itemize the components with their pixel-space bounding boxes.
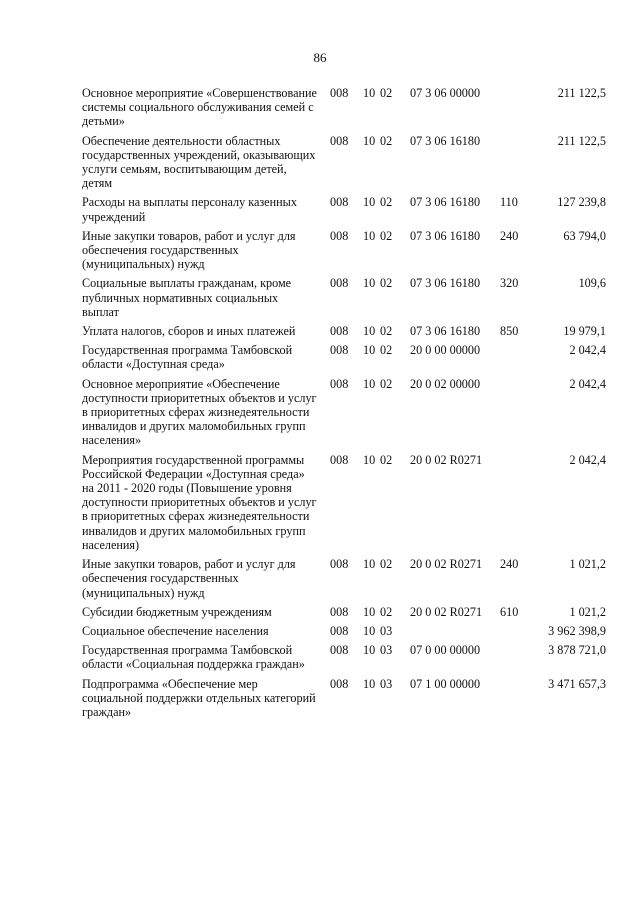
expense-type: 240 — [500, 557, 519, 572]
page-number: 86 — [313, 50, 327, 65]
subsection-code: 02 — [380, 133, 393, 148]
subsection-code: 02 — [380, 228, 393, 243]
expense-type: 110 — [500, 195, 518, 210]
row-name: Иные закупки товаров, работ и услуг для обеспечения государственных (муниципальных) нужд — [82, 557, 296, 600]
section-code: 10 — [363, 276, 376, 291]
row-name: Расходы на выплаты персоналу казенных учреждений — [82, 195, 297, 224]
section-code: 10 — [363, 86, 376, 100]
subsection-code: 03 — [380, 676, 393, 691]
section-code: 10 — [363, 604, 376, 619]
row-name: Государственная программа Тамбовской области «Доступная среда» — [82, 343, 293, 372]
target-article: 20 0 02 R0271 — [410, 604, 483, 619]
ministry-code: 008 — [330, 604, 349, 619]
target-article: 07 0 00 00000 — [410, 643, 481, 658]
subsection-code: 02 — [380, 343, 393, 358]
table-row — [0, 624, 640, 638]
row-name: Основное мероприятие «Совершенствование системы социального обслуживания семей с детьми» — [82, 86, 317, 129]
ministry-code: 008 — [330, 228, 349, 243]
table-row — [0, 643, 640, 671]
ministry-code: 008 — [330, 195, 349, 210]
section-code: 10 — [363, 676, 376, 691]
table-row — [0, 195, 640, 223]
section-code: 10 — [363, 643, 376, 658]
ministry-code: 008 — [330, 324, 349, 339]
amount: 211 122,5 — [557, 133, 606, 148]
expense-type: 240 — [500, 228, 519, 243]
subsection-code: 02 — [380, 86, 393, 100]
amount: 3 962 398,9 — [548, 623, 606, 638]
target-article: 20 0 02 R0271 — [410, 557, 483, 572]
target-article: 20 0 00 00000 — [410, 343, 481, 358]
row-name: Субсидии бюджетным учреждениям — [82, 604, 272, 619]
ministry-code: 008 — [330, 276, 349, 291]
expense-type: 610 — [500, 604, 519, 619]
table-row — [0, 86, 640, 129]
subsection-code: 02 — [380, 452, 393, 467]
subsection-code: 02 — [380, 276, 393, 291]
subsection-code: 03 — [380, 623, 393, 638]
row-name: Уплата налогов, сборов и иных платежей — [82, 324, 296, 339]
target-article: 07 3 06 16180 — [410, 133, 481, 148]
table-row — [0, 343, 640, 371]
ministry-code: 008 — [330, 623, 349, 638]
section-code: 10 — [363, 324, 376, 339]
section-code: 10 — [363, 623, 376, 638]
ministry-code: 008 — [330, 86, 349, 100]
table-row — [0, 605, 640, 619]
row-name: Подпрограмма «Обеспечение мер социальной поддержки отдельных категорий граждан» — [82, 676, 316, 719]
table-row — [0, 324, 640, 338]
amount: 109,6 — [578, 276, 606, 291]
table-row — [0, 453, 640, 552]
section-code: 10 — [363, 133, 376, 148]
ministry-code: 008 — [330, 676, 349, 691]
section-code: 10 — [363, 195, 376, 210]
subsection-code: 02 — [380, 376, 393, 391]
section-code: 10 — [363, 376, 376, 391]
table-row — [0, 134, 640, 191]
amount: 2 042,4 — [569, 343, 606, 358]
target-article: 07 3 06 16180 — [410, 195, 481, 210]
amount: 127 239,8 — [557, 195, 606, 210]
row-name: Государственная программа Тамбовской области «Социальная поддержка граждан» — [82, 643, 305, 672]
row-name: Основное мероприятие «Обеспечение доступности приоритетных объектов и услуг в приоритетных сферах жизнедеятельности инвалидов и других маломобильных групп населения» — [82, 376, 317, 448]
row-name: Социальное обеспечение населения — [82, 623, 269, 638]
section-code: 10 — [363, 557, 376, 572]
ministry-code: 008 — [330, 133, 349, 148]
expense-type: 850 — [500, 324, 519, 339]
ministry-code: 008 — [330, 376, 349, 391]
row-name: Мероприятия государственной программы Российской Федерации «Доступная среда» на 2011 - 2020 годы (Повышение уровня доступности приоритетных объектов и услуг в приоритетных сферах жизнедеятельности инвалидов и других маломобильных групп населения) — [82, 452, 317, 552]
target-article: 07 3 06 16180 — [410, 276, 481, 291]
target-article: 07 3 06 16180 — [410, 324, 481, 339]
amount: 2 042,4 — [569, 376, 606, 391]
table-row — [0, 557, 640, 600]
ministry-code: 008 — [330, 343, 349, 358]
amount: 1 021,2 — [569, 604, 606, 619]
section-code: 10 — [363, 452, 376, 467]
amount: 3 471 657,3 — [548, 676, 606, 691]
target-article: 07 3 06 16180 — [410, 228, 481, 243]
amount: 211 122,5 — [557, 86, 606, 100]
table-row — [0, 677, 640, 720]
expense-type: 320 — [500, 276, 519, 291]
ministry-code: 008 — [330, 643, 349, 658]
table-row — [0, 229, 640, 272]
subsection-code: 03 — [380, 643, 393, 658]
section-code: 10 — [363, 228, 376, 243]
amount: 19 979,1 — [563, 324, 606, 339]
row-name: Иные закупки товаров, работ и услуг для обеспечения государственных (муниципальных) нужд — [82, 228, 296, 272]
amount: 3 878 721,0 — [548, 643, 606, 658]
budget-table — [0, 86, 640, 724]
amount: 63 794,0 — [563, 228, 606, 243]
target-article: 07 3 06 00000 — [410, 86, 481, 100]
subsection-code: 02 — [380, 324, 393, 339]
row-name: Обеспечение деятельности областных государственных учреждений, оказывающих услуги семьям, воспитывающим детей, детям — [82, 133, 316, 191]
target-article: 20 0 02 00000 — [410, 376, 481, 391]
target-article: 07 1 00 00000 — [410, 676, 481, 691]
table-row — [0, 377, 640, 448]
row-name: Социальные выплаты гражданам, кроме публичных нормативных социальных выплат — [82, 276, 292, 319]
section-code: 10 — [363, 343, 376, 358]
ministry-code: 008 — [330, 557, 349, 572]
ministry-code: 008 — [330, 452, 349, 467]
subsection-code: 02 — [380, 604, 393, 619]
subsection-code: 02 — [380, 557, 393, 572]
amount: 2 042,4 — [569, 452, 606, 467]
target-article: 20 0 02 R0271 — [410, 452, 483, 467]
subsection-code: 02 — [380, 195, 393, 210]
amount: 1 021,2 — [569, 557, 606, 572]
table-row — [0, 276, 640, 319]
